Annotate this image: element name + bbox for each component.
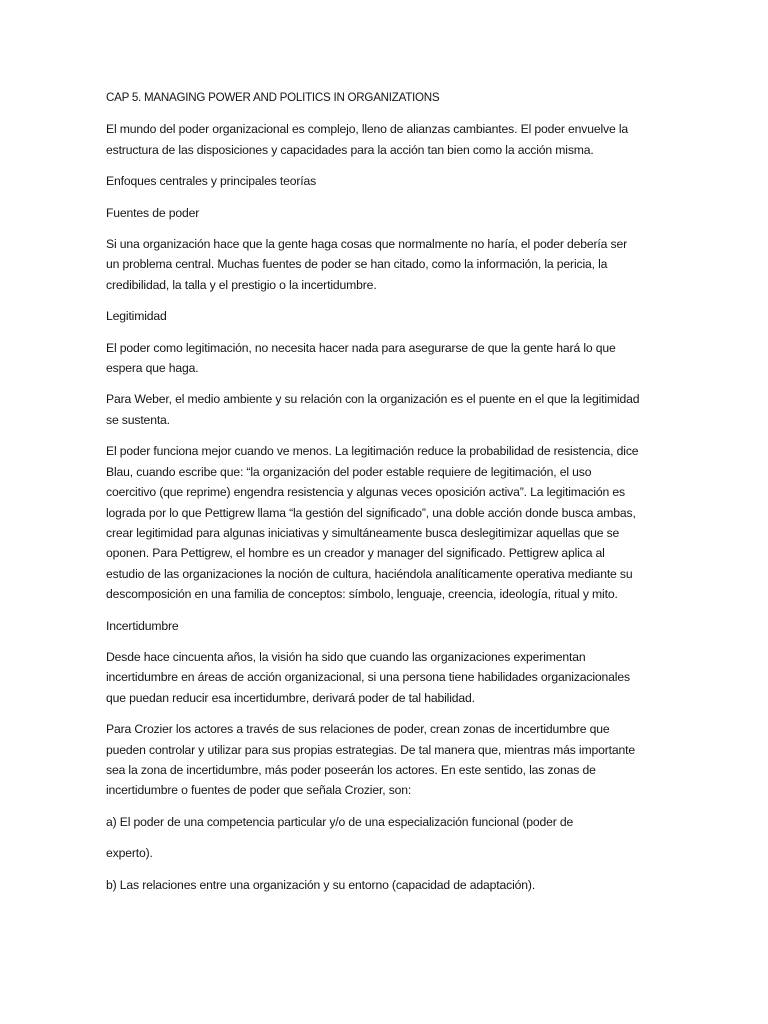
section-heading-enfoques: Enfoques centrales y principales teorías bbox=[106, 174, 317, 189]
section-heading-incertidumbre: Incertidumbre bbox=[106, 618, 179, 633]
document-body bbox=[106, 88, 641, 906]
paragraph-intro: El mundo del poder organizacional es complejo, lleno de alianzas cambiantes. El poder envuelve la estructura de las disposiciones y capacidades para la acción tan bien como la acción misma. bbox=[106, 122, 629, 157]
section-heading-legitimidad: Legitimidad bbox=[106, 309, 167, 324]
list-item-b: b) Las relaciones entre una organización y su entorno (capacidad de adaptación). bbox=[106, 877, 536, 892]
paragraph-legitimacion: El poder como legitimación, no necesita hacer nada para asegurarse de que la gente hará lo que espera que haga. bbox=[106, 340, 616, 376]
section-heading-fuentes: Fuentes de poder bbox=[106, 205, 200, 220]
list-item-a: a) El poder de una competencia particular y/o de una especialización funcional (poder de bbox=[106, 814, 574, 829]
paragraph-crozier: Para Crozier los actores a través de sus relaciones de poder, crean zonas de incertidumbre que pueden controlar y utilizar para sus propias estrategias. De tal manera que, mientras más importante sea la zona de incertidumbre, más poder poseerán los actores. En este sentido, las zonas de incertidumbre o fuentes de poder que señala Crozier, son: bbox=[106, 722, 635, 798]
paragraph-blau-pettigrew: El poder funciona mejor cuando ve menos. La legitimación reduce la probabilidad de resistencia, dice Blau, cuando escribe que: “la organización del poder estable requiere de legitimación, el uso coercitivo (que reprime) engendra resistencia y algunas veces oposición activa”. La legitimación es lograda por lo que Pettigrew llama “la gestión del significado”, una doble acción donde busca ambas, crear legitimidad para algunas iniciativas y simultáneamente busca deslegitimizar aquellas que se oponen. Para Pettigrew, el hombre es un creador y manager del significado. Pettigrew aplica al estudio de las organizaciones la noción de cultura, haciéndola analíticamente operativa mediante su descomposición en una familia de conceptos: símbolo, lenguaje, creencia, ideología, ritual y mito. bbox=[106, 444, 639, 602]
paragraph-fuentes: Si una organización hace que la gente haga cosas que normalmente no haría, el poder debería ser un problema central. Muchas fuentes de poder se han citado, como la información, la pericia, la credibilidad, la talla y el prestigio o la incertidumbre. bbox=[106, 237, 628, 292]
paragraph-incertidumbre: Desde hace cincuenta años, la visión ha sido que cuando las organizaciones experimentan incertidumbre en áreas de acción organizacional, si una persona tiene habilidades organizacionales que puedan reducir esa incertidumbre, derivará poder de tal habilidad. bbox=[106, 649, 630, 705]
list-item-a-continued: experto). bbox=[106, 846, 153, 861]
paragraph-weber: Para Weber, el medio ambiente y su relación con la organización es el puente en el que la legitimidad se sustenta. bbox=[106, 392, 640, 427]
chapter-title: CAP 5. MANAGING POWER AND POLITICS IN ORGANIZATIONS bbox=[106, 91, 440, 104]
